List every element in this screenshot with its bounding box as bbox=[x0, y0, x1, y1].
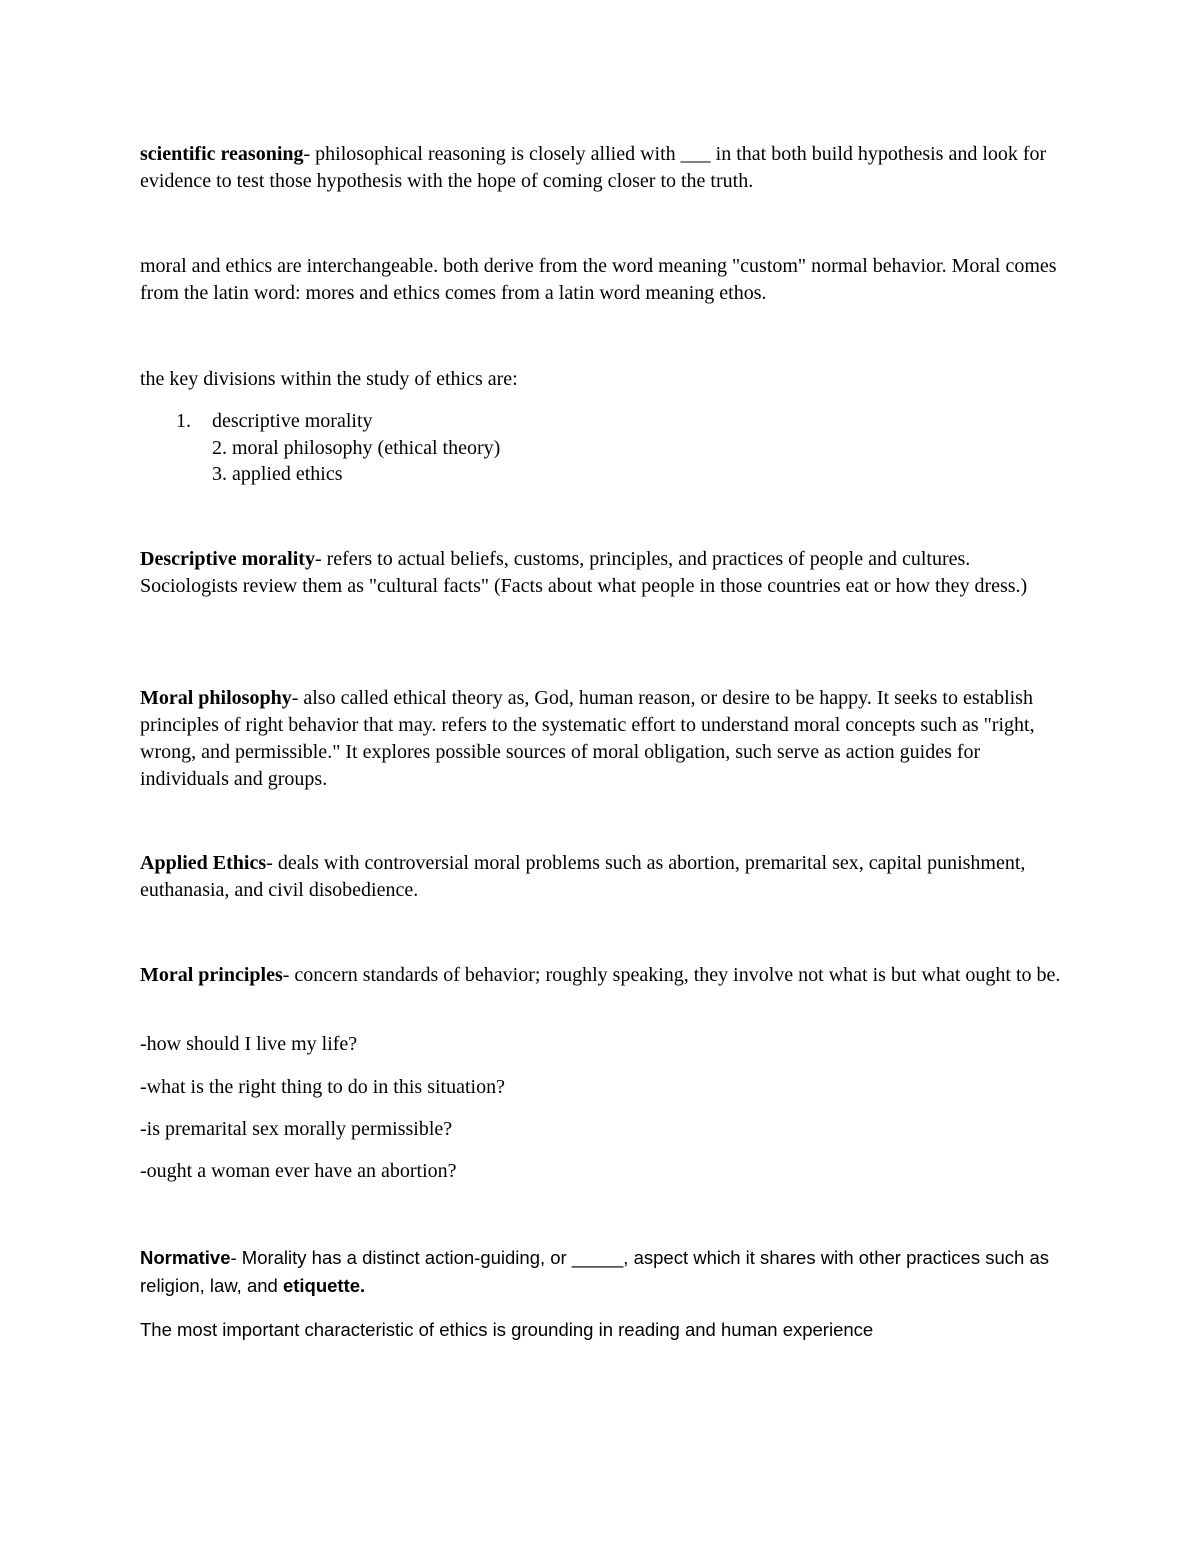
term-moral-philosophy: Moral philosophy bbox=[140, 687, 292, 709]
paragraph-moral-philosophy bbox=[140, 685, 1065, 793]
question-4-text: -ought a woman ever have an abortion? bbox=[140, 1160, 457, 1182]
definition-moral-principles: - concern standards of behavior; roughly speaking, they involve not what is but what ought to be. bbox=[282, 964, 1061, 986]
list-item-3-label: 3. applied ethics bbox=[212, 463, 343, 485]
question-1-text: -how should I live my life? bbox=[140, 1033, 358, 1055]
list-item-1-number: 1. bbox=[176, 410, 191, 432]
question-3 bbox=[140, 1116, 1065, 1143]
definition-applied-ethics: - deals with controversial moral problems such as abortion, premarital sex, capital punishment, euthanasia, and civil disobedience. bbox=[140, 852, 1026, 901]
paragraph-key-divisions bbox=[140, 366, 1065, 393]
paragraph-applied-ethics bbox=[140, 850, 1065, 904]
term-scientific-reasoning: scientific reasoning bbox=[140, 143, 304, 165]
paragraph-moral-ethics bbox=[140, 253, 1065, 307]
paragraph-descriptive-morality bbox=[140, 546, 1065, 600]
paragraph-moral-principles bbox=[140, 962, 1065, 989]
list-item-3 bbox=[212, 461, 343, 487]
question-1 bbox=[140, 1031, 1065, 1058]
question-2-text: -what is the right thing to do in this situation? bbox=[140, 1076, 505, 1098]
text-key-divisions: the key divisions within the study of ethics are: bbox=[140, 368, 518, 390]
term-moral-principles: Moral principles bbox=[140, 964, 283, 986]
list-item-1-text bbox=[212, 408, 373, 434]
paragraph-normative bbox=[140, 1244, 1065, 1300]
question-3-text: -is premarital sex morally permissible? bbox=[140, 1118, 453, 1140]
term-etiquette: etiquette. bbox=[282, 1275, 366, 1296]
text-moral-ethics: moral and ethics are interchangeable. both derive from the word meaning "custom" normal behavior. Moral comes from the latin word: mores and ethics comes from a latin word meaning ethos. bbox=[140, 255, 1057, 304]
list-item-2-label: 2. moral philosophy (ethical theory) bbox=[212, 437, 501, 459]
list-item-1 bbox=[176, 408, 191, 434]
text-most-important: The most important characteristic of ethics is grounding in reading and human experience bbox=[140, 1319, 874, 1340]
term-descriptive-morality: Descriptive morality bbox=[140, 548, 315, 570]
question-4 bbox=[140, 1158, 1065, 1185]
definition-descriptive-morality: - refers to actual beliefs, customs, principles, and practices of people and cultures. Sociologists review them as "cultural facts" (Facts about what people in those countries eat or how they dress.) bbox=[140, 548, 1028, 597]
term-normative: Normative bbox=[140, 1247, 231, 1268]
paragraph-scientific-reasoning bbox=[140, 141, 1065, 195]
list-item-1-label: descriptive morality bbox=[212, 410, 373, 432]
term-applied-ethics: Applied Ethics bbox=[140, 852, 267, 874]
paragraph-most-important bbox=[140, 1316, 1065, 1343]
definition-moral-philosophy: - also called ethical theory as, God, human reason, or desire to be happy. It seeks to establish principles of right behavior that may. refers to the systematic effort to understand moral concepts such as "right, wrong, and permissible." It explores possible sources of moral obligation, such serve as action guides for individuals and groups. bbox=[140, 687, 1035, 790]
question-2 bbox=[140, 1074, 1065, 1101]
definition-normative: - Morality has a distinct action-guiding, or _____, aspect which it shares with other practices such as religion, law, and bbox=[140, 1247, 1049, 1296]
list-item-2 bbox=[212, 435, 500, 461]
definition-scientific-reasoning: - philosophical reasoning is closely allied with ___ in that both build hypothesis and look for evidence to test those hypothesis with the hope of coming closer to the truth. bbox=[140, 143, 1047, 192]
